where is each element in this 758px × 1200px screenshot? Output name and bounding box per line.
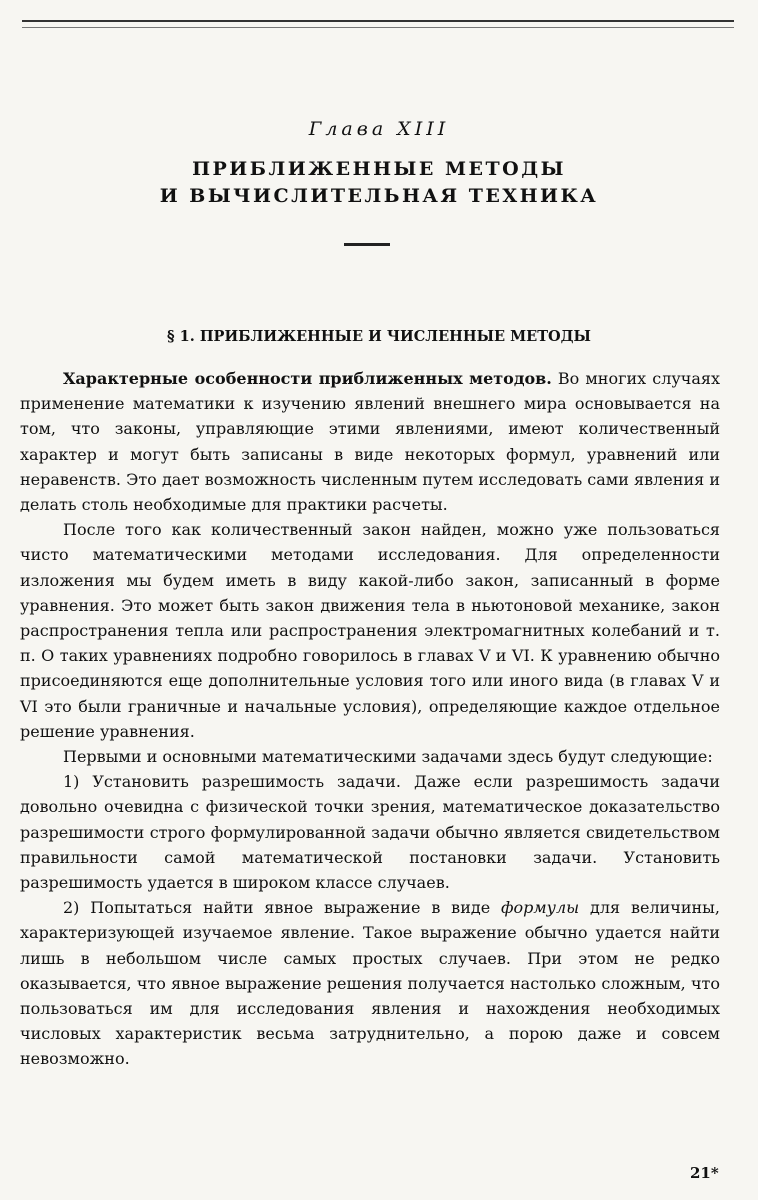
paragraph-lead: Характерные особенности приближенных методов. <box>63 369 552 388</box>
paragraph-2 <box>20 517 720 744</box>
paragraph-text: Первыми и основными математическими задачами здесь будут следующие: <box>63 747 713 767</box>
title-separator <box>344 243 390 246</box>
chapter-label: Глава XIII <box>308 118 450 140</box>
paragraph-1 <box>20 366 720 517</box>
paragraph-text: 1) Установить разрешимость задачи. Даже если разрешимость задачи довольно очевидна с физической точки зрения, математическое доказательство разрешимости строго формулированной задачи обычно является свидетельством правильности самой математической постановки задачи. Установить разрешимость удается в широком классе случаев. <box>20 772 720 893</box>
chapter-title-line-1: ПРИБЛИЖЕННЫЕ МЕТОДЫ <box>192 158 566 180</box>
chapter-title <box>0 156 758 210</box>
paragraph-5 <box>20 895 720 1071</box>
paragraph-text-after: для величины, характеризующей изучаемое явление. Такое выражение обычно удается найти лишь в небольшом числе самых простых случаев. При этом не редко оказывается, что явное выражение решения получается настолько сложным, что пользоваться им для исследования явления и нахождения необходимых числовых характеристик весьма затруднительно, а порою даже и совсем невозможно. <box>20 898 720 1069</box>
paragraph-3 <box>20 744 720 769</box>
top-rule <box>22 20 734 28</box>
paragraph-text-before: 2) Попытаться найти явное выражение в виде <box>63 898 502 918</box>
page-number: 21* <box>690 1164 719 1182</box>
section-title: § 1. ПРИБЛИЖЕННЫЕ И ЧИСЛЕННЫЕ МЕТОДЫ <box>167 328 591 345</box>
paragraph-text: Во многих случаях применение математики к изучению явлений внешнего мира основывается на том, что законы, управляющие этими явлениями, имеют количественный характер и могут быть записаны в виде некоторых формул, уравнений или неравенств. Это дает возможность численным путем исследовать сами явления и делать столь необходимые для практики расчеты. <box>20 369 721 515</box>
paragraph-text: После того как количественный закон найден, можно уже пользоваться чисто математическими методами исследования. Для определенности изложения мы будем иметь в виду какой-либо закон, записанный в форме уравнения. Это может быть закон движения тела в ньютоновой механике, закон распространения тепла или распространения электромагнитных колебаний и т. п. О таких уравнениях подробно говорилось в главах V и VI. К уравнению обычно присоединяются еще дополнительные условия того или иного вида (в главах V и VI это были граничные и начальные условия), определяющие каждое отдельное решение уравнения. <box>20 520 720 741</box>
chapter-title-line-2: И ВЫЧИСЛИТЕЛЬНАЯ ТЕХНИКА <box>159 185 599 207</box>
paragraph-4 <box>20 769 720 895</box>
body-text <box>20 366 720 1072</box>
emphasis-word: формулы <box>501 898 580 918</box>
